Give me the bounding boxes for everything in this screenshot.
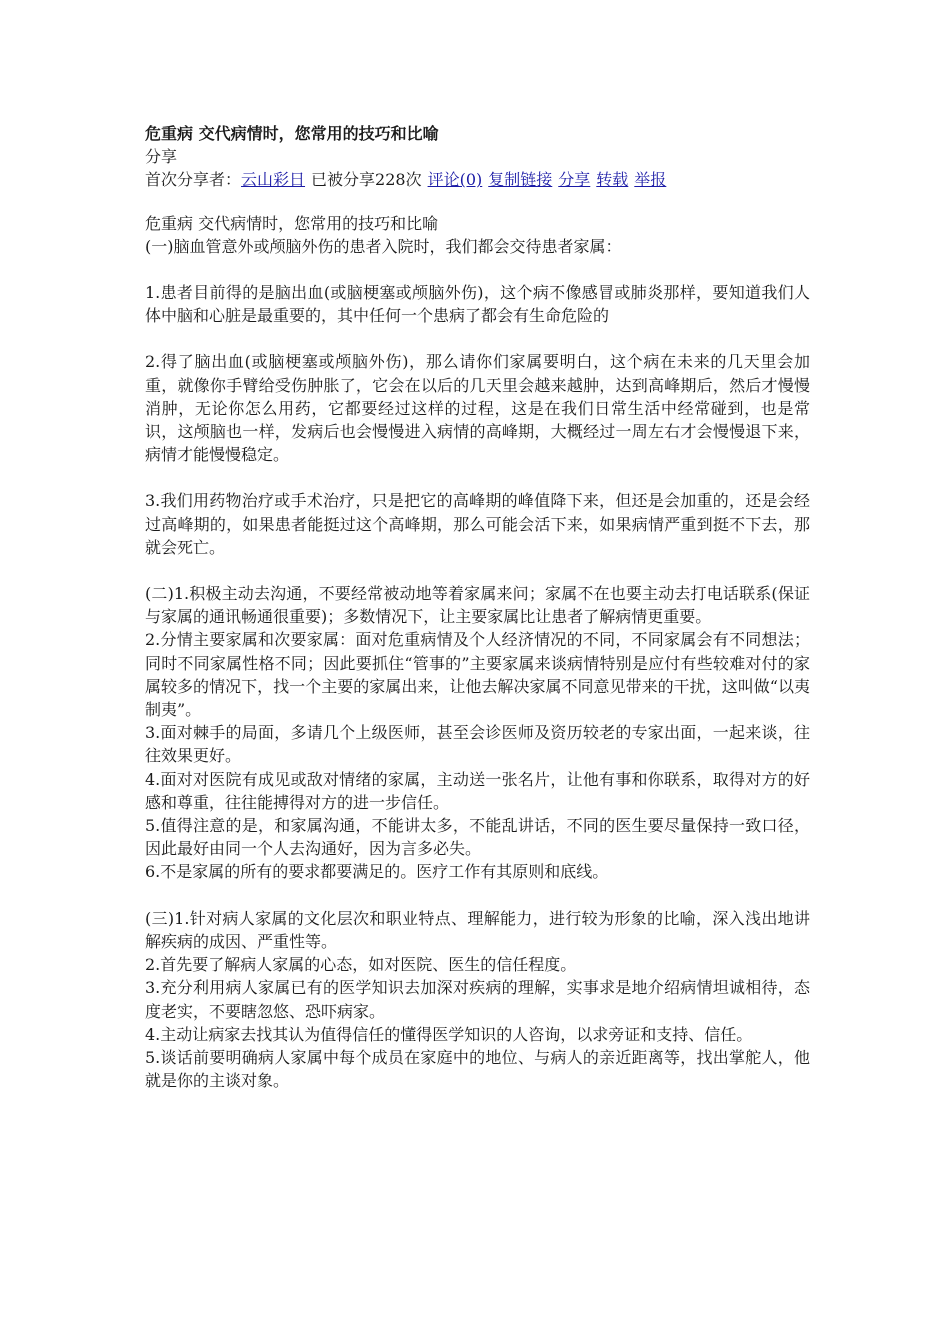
section1-paragraph-2: 2.得了脑出血(或脑梗塞或颅脑外伤)，那么请你们家属要明白，这个病在未来的几天里会加重，就像你手臂给受伤肿胀了，它会在以后的几天里会越来越肿，达到高峰期后，然后才慢慢消肿，无论你怎么用药，它都要经过这样的过程，这是在我们日常生活中经常碰到，也是常识，这颅脑也一样，发病后也会慢慢进入病情的高峰期，大概经过一周左右才会慢慢退下来，病情才能慢慢稳定。: [145, 352, 810, 465]
section2-item-1: (二)1.积极主动去沟通，不要经常被动地等着家属来问；家属不在也要主动去打电话联系(保证与家属的通讯畅通很重要)；多数情况下，让主要家属比让患者了解病情更重要。: [145, 584, 810, 627]
sharer-name-link[interactable]: 云山彩日: [241, 170, 306, 190]
share-count-text: 已被分享228次: [311, 170, 422, 190]
section2-item-6: 6.不是家属的所有的要求都要满足的。医疗工作有其原则和底线。: [145, 862, 609, 882]
share-meta-bar: [145, 168, 810, 191]
document-page: [145, 122, 810, 1092]
first-sharer-label: 首次分享者：: [145, 170, 242, 190]
section2-item-3: 3.面对棘手的局面，多请几个上级医师，甚至会诊医师及资历较老的专家出面，一起来谈，往往效果更好。: [145, 723, 810, 766]
section3-item-2: 2.首先要了解病人家属的心态，如对医院、医生的信任程度。: [145, 955, 577, 975]
section3-item-5: 5.谈话前要明确病人家属中每个成员在家庭中的地位、与病人的亲近距离等，找出掌舵人，他就是你的主谈对象。: [145, 1047, 810, 1091]
section2-item-2: 2.分情主要家属和次要家属：面对危重病情及个人经济情况的不同，不同家属会有不同想法；同时不同家属性格不同；因此要抓住“管事的”主要家属来谈病情特别是应付有些较难对付的家属较多的情况下，找一个主要的家属出来，让他去解决家属不同意见带来的干扰，这叫做“以夷制夷”。: [145, 630, 810, 720]
section3-item-4: 4.主动让病家去找其认为值得信任的懂得医学知识的人咨询，以求旁证和支持、信任。: [145, 1024, 753, 1044]
share-label: 分享: [145, 147, 178, 167]
copy-link-link[interactable]: 复制链接: [488, 170, 553, 190]
comment-link[interactable]: 评论(0): [427, 170, 483, 190]
section1-paragraph-1: 1.患者目前得的是脑出血(或脑梗塞或颅脑外伤)，这个病不像感冒或肺炎那样，要知道我们人体中脑和心脏是最重要的，其中任何一个患病了都会有生命危险的: [145, 283, 810, 326]
section2-item-5: 5.值得注意的是，和家属沟通，不能讲太多，不能乱讲话，不同的医生要尽量保持一致口径，因此最好由同一个人去沟通好，因为言多必失。: [145, 816, 810, 859]
section3-item-3: 3.充分利用病人家属已有的医学知识去加深对疾病的理解，实事求是地介绍病情坦诚相待，态度老实，不要瞎忽悠、恐吓病家。: [145, 978, 810, 1021]
page-title: 危重病 交代病情时，您常用的技巧和比喻: [145, 124, 439, 143]
article-intro: (一)脑血管意外或颅脑外伤的患者入院时，我们都会交待患者家属：: [145, 236, 622, 256]
section1-paragraph-3: 3.我们用药物治疗或手术治疗，只是把它的高峰期的峰值降下来，但还是会加重的，还是会经过高峰期的，如果患者能挺过这个高峰期，那么可能会活下来，如果病情严重到挺不下去，那就会死亡。: [145, 491, 810, 557]
section2-item-4: 4.面对对医院有成见或敌对情绪的家属，主动送一张名片，让他有事和你联系，取得对方的好感和尊重，往往能搏得对方的进一步信任。: [145, 769, 810, 812]
section3-item-1: (三)1.针对病人家属的文化层次和职业特点、理解能力，进行较为形象的比喻，深入浅出地讲解疾病的成因、严重性等。: [145, 908, 810, 951]
report-link[interactable]: 举报: [634, 170, 667, 190]
repost-link[interactable]: 转载: [596, 170, 629, 190]
share-link[interactable]: 分享: [558, 170, 591, 190]
article-subtitle: 危重病 交代病情时，您常用的技巧和比喻: [145, 213, 439, 233]
